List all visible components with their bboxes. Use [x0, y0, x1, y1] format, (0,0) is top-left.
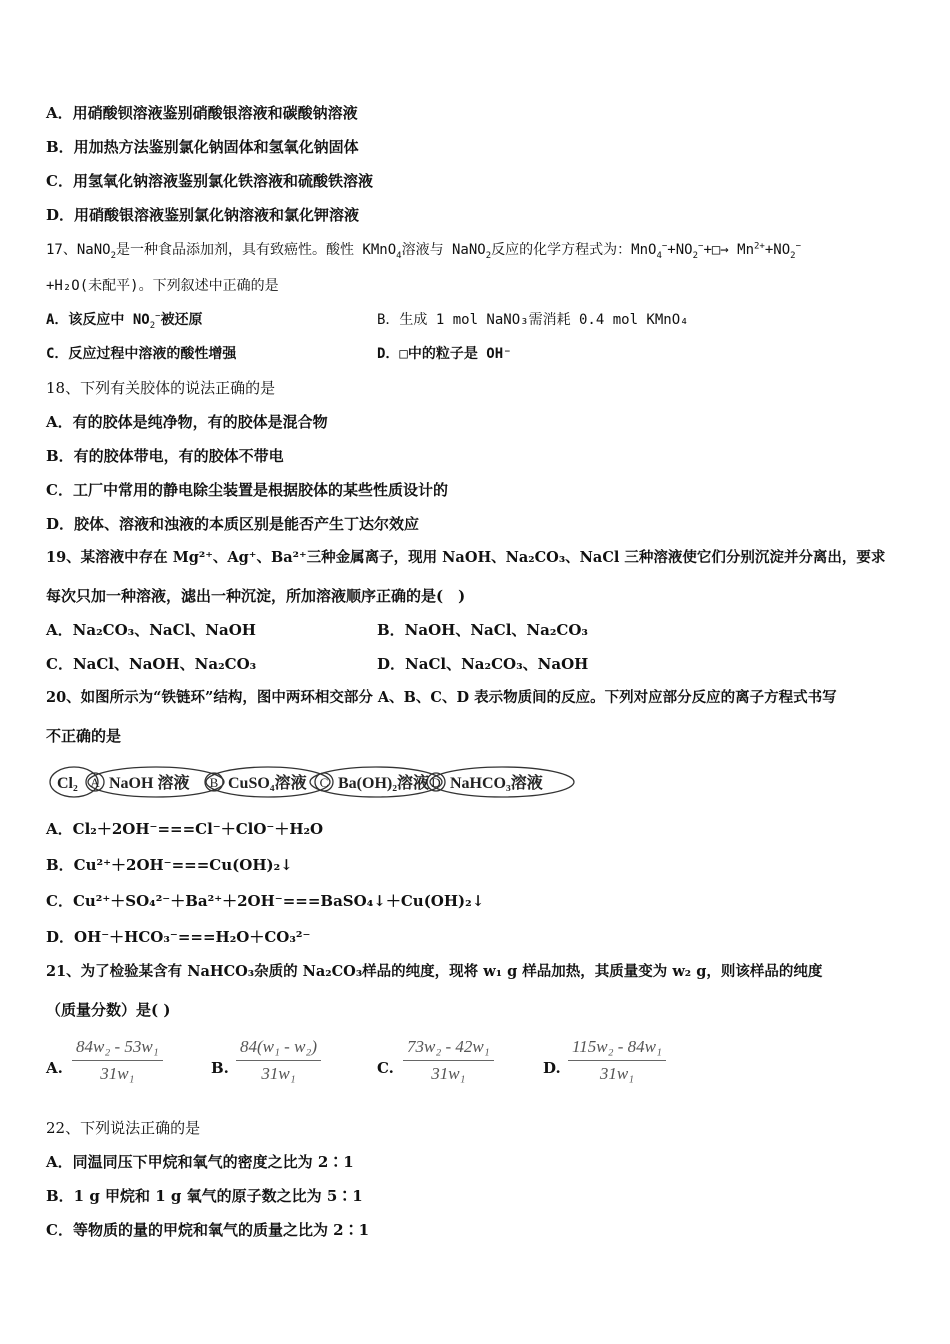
- intersection-d: D: [431, 775, 441, 790]
- q17-option-c: C．反应过程中溶液的酸性增强: [46, 346, 237, 362]
- q21-option-b-numerator: 84(w₁ - w₂): [236, 1037, 321, 1061]
- q21-option-d-numerator: 115w₂ - 84w₁: [568, 1037, 666, 1061]
- q21-stem-line1: 21、为了检验某含有 NaHCO₃杂质的 Na₂CO₃样品的纯度，现将 w₁ g 样品加热，其质量变为 w₂ g，则该样品的纯度: [46, 963, 823, 980]
- q16-option-d: D．用硝酸银溶液鉴别氯化钠溶液和氯化钾溶液: [46, 206, 360, 224]
- q16-option-b: B．用加热方法鉴别氯化钠固体和氢氧化钠固体: [46, 138, 359, 156]
- q21-option-d-label: D.: [543, 1059, 561, 1077]
- label-cuso4: CuSO₄溶液: [228, 775, 307, 792]
- q17-option-a: A．该反应中 $NO_2^-$被还原: [46, 311, 203, 331]
- q17-option-d: D．□中的粒子是 OH⁻: [377, 346, 512, 362]
- q22-option-c: C．等物质的量的甲烷和氧气的质量之比为 2∶1: [46, 1221, 370, 1239]
- q18-stem: 18、下列有关胶体的说法正确的是: [46, 379, 276, 397]
- q21-option-c-label: C.: [377, 1059, 394, 1077]
- q20-stem-line1: 20、如图所示为“铁链环”结构，图中两环相交部分 A、B、C、D 表示物质间的反应。下列对应部分反应的离子方程式书写: [46, 689, 837, 706]
- q20-option-a: A．Cl₂＋2OH⁻===Cl⁻＋ClO⁻＋H₂O: [46, 820, 324, 838]
- q22-stem: 22、下列说法正确的是: [46, 1119, 201, 1137]
- q21-option-b-fraction: [236, 1037, 321, 1084]
- label-nahco3: NaHCO₃溶液: [450, 775, 543, 792]
- q19-option-d: D．NaCl、Na₂CO₃、NaOH: [377, 655, 589, 673]
- q19-option-c: C．NaCl、NaOH、Na₂CO₃: [46, 655, 257, 673]
- q19-stem-line2: 每次只加一种溶液，滤出一种沉淀，所加溶液顺序正确的是( ): [46, 587, 466, 605]
- q21-option-b-label: B.: [211, 1059, 229, 1077]
- q21-option-a-denominator: 31w₁: [100, 1064, 135, 1083]
- q16-option-a: A．用硝酸钡溶液鉴别硝酸银溶液和碳酸钠溶液: [46, 104, 358, 122]
- q21-option-c-denominator: 31w₁: [431, 1064, 466, 1083]
- label-baoh: Ba(OH)₂溶液: [338, 775, 430, 792]
- q21-option-a-fraction: [72, 1037, 163, 1084]
- q21-option-a-label: A.: [46, 1059, 63, 1077]
- q21-option-c-fraction: [403, 1037, 494, 1084]
- q21-stem-line2: （质量分数）是( ): [46, 1001, 171, 1019]
- q20-option-b: B．Cu²⁺＋2OH⁻===Cu(OH)₂↓: [46, 856, 293, 874]
- q18-option-d: D．胶体、溶液和浊液的本质区别是能否产生丁达尔效应: [46, 515, 420, 533]
- label-cl2: Cl₂: [57, 775, 78, 792]
- q17-option-b: B．生成 1 mol NaNO₃需消耗 0.4 mol KMnO₄: [377, 312, 689, 328]
- q21-option-c-numerator: 73w₂ - 42w₁: [403, 1037, 494, 1061]
- q21-option-b-denominator: 31w₁: [261, 1064, 296, 1083]
- intersection-a: A: [90, 775, 100, 790]
- q18-option-c: C．工厂中常用的静电除尘装置是根据胶体的某些性质设计的: [46, 481, 448, 499]
- intersection-b: B: [209, 775, 219, 790]
- q22-option-a: A．同温同压下甲烷和氧气的密度之比为 2∶1: [46, 1153, 354, 1171]
- q22-option-b: B．1 g 甲烷和 1 g 氧气的原子数之比为 5∶1: [46, 1187, 363, 1205]
- q20-option-c: C．Cu²⁺＋SO₄²⁻＋Ba²⁺＋2OH⁻===BaSO₄↓＋Cu(OH)₂↓: [46, 892, 485, 910]
- q19-option-a: A．Na₂CO₃、NaCl、NaOH: [46, 621, 256, 639]
- q18-option-a: A．有的胶体是纯净物，有的胶体是混合物: [46, 413, 328, 431]
- q20-option-d: D．OH⁻＋HCO₃⁻===H₂O＋CO₃²⁻: [46, 928, 311, 946]
- q21-option-d-denominator: 31w₁: [599, 1064, 635, 1083]
- q20-stem-line2: 不正确的是: [46, 727, 122, 745]
- q19-stem-line1: 19、某溶液中存在 Mg²⁺、Ag⁺、Ba²⁺三种金属离子，现用 NaOH、Na₂CO₃、NaCl 三种溶液使它们分别沉淀并分离出，要求: [46, 549, 886, 566]
- q21-option-d-fraction: [568, 1037, 666, 1084]
- iron-chain-diagram: [48, 762, 578, 802]
- q17-stem-line1: 17、NaNO$_2$是一种食品添加剂，具有致癌性。酸性 KMnO$_4$溶液与 NaNO$_2$反应的化学方程式为：$MnO_4^-+NO_2^-+□\to Mn^{2+}+NO_2^-$: [46, 241, 801, 261]
- q17-stem-line2: +H₂O(未配平)。下列叙述中正确的是: [46, 278, 279, 294]
- q18-option-b: B．有的胶体带电，有的胶体不带电: [46, 447, 284, 465]
- q21-option-a-numerator: 84w₂ - 53w₁: [72, 1037, 163, 1061]
- q19-option-b: B．NaOH、NaCl、Na₂CO₃: [377, 621, 588, 639]
- label-naoh: NaOH 溶液: [109, 775, 190, 792]
- intersection-c: C: [319, 775, 329, 790]
- q16-option-c: C．用氢氧化钠溶液鉴别氯化铁溶液和硫酸铁溶液: [46, 172, 373, 190]
